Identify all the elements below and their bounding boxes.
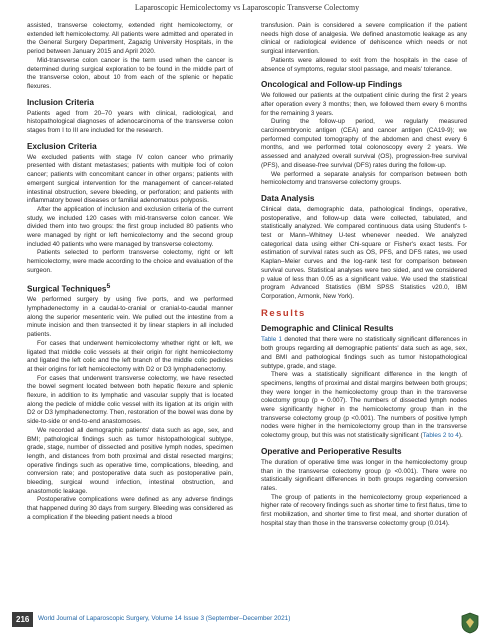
paragraph: We excluded patients with stage IV colon cancer who primarily presented with distant metastases; patients with multiple foci of colon cancer; patients with concomitant cancer in other organs; patients with emergent surgical intervention for the management of cancer-related intestinal obstruction, severe bleeding, or perforation; and patients with inflammatory bowel diseases or familial adenomatous polyposis. bbox=[27, 153, 233, 205]
paragraph: transfusion. Pain is considered a severe complication if the patient needs high dose of analgesia. We defined anastomotic leakage as any clinical or radiological evidence of dehiscence which needs or not surgical intervention. bbox=[261, 22, 467, 56]
journal-citation: World Journal of Laparoscopic Surgery, Volume 14 Issue 3 (September–December 2021) bbox=[38, 615, 291, 622]
paragraph: After the application of inclusion and exclusion criteria of the current study, we included 120 cases with mid-transverse colon cancer. We divided them into two groups: the first group included 80 patients who were managed by right or left hemicolectomy and the second group included 40 patients who were managed by transverse colectomy. bbox=[27, 205, 233, 248]
paragraph: We performed a separate analysis for comparison between both hemicolectomy and transverse colectomy groups. bbox=[261, 170, 467, 187]
section-heading-demographic: Demographic and Clinical Results bbox=[261, 324, 394, 334]
paragraph: Postoperative complications were defined as any adverse findings that happened during 30 days from surgery. Bleeding was considered as a complication if the bleeding patient needs a blood bbox=[27, 496, 233, 521]
running-head: Laparoscopic Hemicolectomy vs Laparoscopic Transverse Colectomy bbox=[134, 3, 360, 12]
paragraph-text: ). bbox=[458, 432, 463, 440]
paragraph: We followed our patients at the outpatient clinic during the first 2 years after operation every 3 months; then, we followed them every 6 months for the remaining 3 years. bbox=[261, 92, 467, 117]
section-heading-surgical bbox=[27, 282, 233, 295]
reference-superscript[interactable]: 5 bbox=[106, 282, 111, 290]
right-column bbox=[261, 22, 467, 528]
paragraph: The duration of operative time was longer in the hemicolectomy group than in the transverse colectomy group (p <0.001). There were no statistically significant differences in both groups regarding conversion rates. bbox=[261, 458, 467, 492]
paragraph: Clinical data, demographic data, pathological findings, operative, postoperative, and follow-up data were collected, tabulated, and statistically analyzed. We compared continuous data using Student's t-test or Mann–Whitney U-test whenever needed. We analyzed categorical data using either Chi-square or Fisher's exact tests. For estimation of survival rates such as OS, PFS, and DFS rates, we used Kaplan–Meier curves and the log-rank test for comparison between survival curves. Statistical analyses were two sided, and we considered p value of less than 0.05 as a significant value. We used the statistical program Advanced Statistics (IBM SPSS Statistics v20.0, IBM Corporation, Armonk, New York). bbox=[261, 205, 467, 300]
paragraph: Patients were allowed to exit from the hospitals in the case of absence of symptoms, regular stool passage, and meals' tolerance. bbox=[261, 56, 467, 73]
left-column bbox=[27, 22, 233, 523]
section-heading-exclusion: Exclusion Criteria bbox=[27, 141, 97, 151]
paragraph: The group of patients in the hemicolectomy group experienced a higher rate of recovery findings such as shorter time to first flatus, time to first mobilization, and shorter time to first meal, and shorter duration of hospital stay than those in the transverse colectomy group (0.014). bbox=[261, 493, 468, 527]
table-link[interactable]: Table 1 bbox=[261, 336, 283, 344]
paragraph: Patients selected to perform transverse colectomy, right or left hemicolectomy, were made according to the choice and evaluation of the surgeon. bbox=[27, 249, 233, 274]
section-heading-data-analysis: Data Analysis bbox=[261, 193, 315, 203]
paragraph: Mid-transverse colon cancer is the term used when the cancer is determined during surgical exploration to be found in the middle part of the transverse colon, about 10 from each of the splenic or hepatic flexures. bbox=[27, 56, 233, 90]
paragraph: For cases that underwent hemicolectomy whether right or left, we ligated that middle colic vessels at their origin for right hemicolectomy and ligated the left colic and the left branch of the middle colic pedicles at their origins for left hemicolectomy with D2 or D3 lymphadenectomy. bbox=[27, 339, 233, 373]
paragraph: During the follow-up period, we regularly measured carcinoembryonic antigen (CEA) and cancer antigen (CA19-9); we performed computed tomography of the abdomen and chest every 6 months, and we performed total colonoscopy every 2 years. We assessed and analyzed overall survival (OS), progression-free survival (PFS), and disease-free survival (DFS) rates during the follow-up. bbox=[261, 118, 467, 169]
paragraph: We performed surgery by using five ports, and we performed lymphadenectomy in a caudal-to-cranial or cranial-to-caudal manner along the superior mesenteric vein. We pulled out the intestine from a minute incision and then transected it by linear staplers in all included patients. bbox=[27, 296, 233, 339]
paragraph: We recorded all demographic patients' data such as age, sex, and BMI; pathological findings such as tumor histopathological subtype, grade, stage, number of dissected and positive lymph nodes, specimen length, and distances from both proximal and distal resected margins; operative findings such as operative time, complications, bleeding, and conversion rate; and postoperative data such as postoperative pain, bleeding, surgical wound infection, intestinal obstruction, and anastomotic leakage. bbox=[27, 426, 233, 495]
page-footer bbox=[0, 612, 494, 630]
paragraph-text: There was a statistically significant difference in the length of specimens, lengths of proximal and distal margins between both groups; they were longer in the hemicolectomy group than in the transverse colectomy group (p = 0.007). The numbers of dissected lymph nodes were significantly higher in the hemicolectomy group than in the transverse colectomy group (p <0.001). The numbers of positive lymph nodes were higher in the hemicolectomy group than in the transverse colectomy group, but this was not statistically significant ( bbox=[261, 371, 467, 440]
section-heading-results: Results bbox=[261, 307, 306, 319]
section-heading-inclusion: Inclusion Criteria bbox=[27, 97, 94, 107]
paragraph bbox=[261, 336, 467, 371]
paragraph: For cases that underwent transverse colectomy, we have resected the bowel segment located between both hepatic flexure and splenic flexure, in addition to its lymphatic and vascular supply that is located along the pedicle of middle colic vessel with its ligation at its origin with D2 or D3 lymphadenectomy. Then, restoration of the bowel was done by side-to-side or end-to-end anastomoses. bbox=[27, 374, 233, 426]
table-link[interactable]: Tables 2 to 4 bbox=[422, 432, 459, 440]
page-number: 216 bbox=[12, 612, 33, 627]
paragraph: Patients aged from 20–70 years with clinical, radiological, and histopathological diagnoses of adenocarcinoma of the transverse colon stages from I to III are included for the research. bbox=[27, 109, 233, 135]
publisher-logo-icon bbox=[460, 612, 480, 634]
section-heading-operative: Operative and Perioperative Results bbox=[261, 446, 402, 456]
heading-text: Surgical Techniques bbox=[27, 284, 107, 294]
paragraph-text: denoted that there were no statistically significant differences in both groups regarding all demographic patients' data such as age, sex, and BMI and pathological findings such as tumor histopathological subtype, grade, and stage. bbox=[261, 336, 467, 370]
section-heading-oncological: Oncological and Follow-up Findings bbox=[261, 80, 402, 90]
paragraph bbox=[261, 371, 467, 441]
paragraph: assisted, transverse colectomy, extended right hemicolectomy, or extended left hemicolectomy. All patients were admitted and operated in the General Surgery Department, Zagazig University Hospitals, in the period between January 2015 and April 2020. bbox=[27, 22, 233, 56]
